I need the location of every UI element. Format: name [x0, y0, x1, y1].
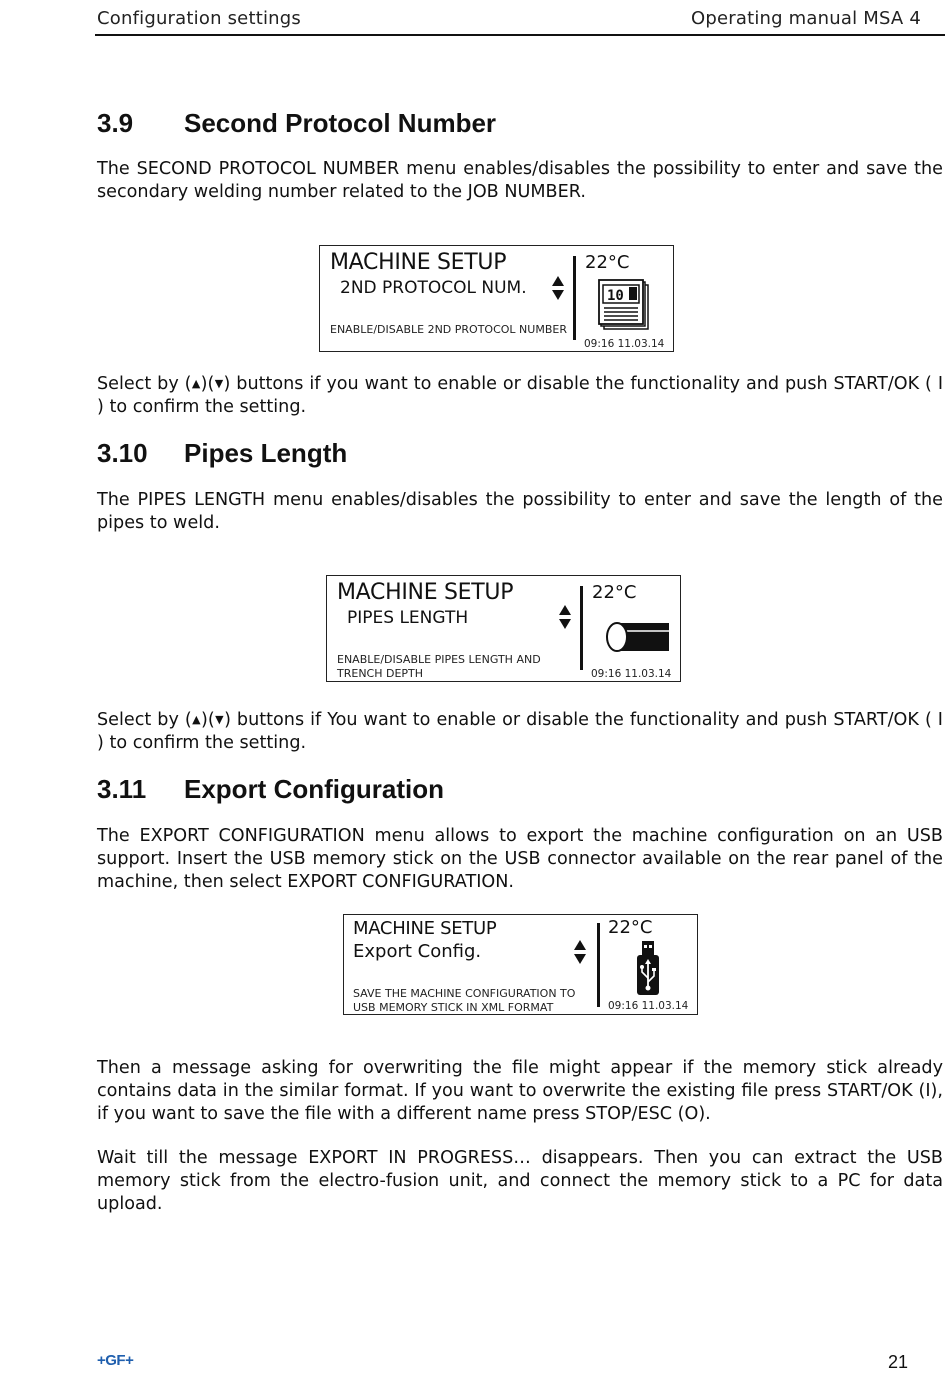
- screen-description: ENABLE/DISABLE PIPES LENGTH AND TRENCH DEPTH: [337, 653, 541, 680]
- up-arrow-icon: ▲: [191, 713, 202, 726]
- section-heading-3-11: [97, 774, 444, 805]
- screen-subtitle: 2ND PROTOCOL NUM.: [340, 278, 527, 298]
- up-down-arrows-icon: [573, 940, 587, 964]
- screen-title: MACHINE SETUP: [337, 580, 514, 605]
- protocol-document-icon: [598, 279, 652, 331]
- running-header-left: Configuration settings: [97, 8, 301, 29]
- up-arrow-icon: ▲: [191, 377, 201, 390]
- up-down-arrows-icon: [551, 276, 565, 300]
- screen-subtitle: Export Config.: [353, 941, 482, 962]
- protocol-icon-digits: 10: [607, 288, 624, 304]
- section-heading-3-10: [97, 438, 347, 469]
- screen-description: SAVE THE MACHINE CONFIGURATION TO USB MEMORY STICK IN XML FORMAT: [353, 987, 576, 1014]
- screen-subtitle: PIPES LENGTH: [347, 608, 469, 628]
- section-title: Export Configuration: [184, 774, 444, 804]
- gf-logo: +GF+: [97, 1352, 134, 1369]
- screen-timestamp: 09:16 11.03.14: [584, 338, 665, 350]
- temperature-readout: 22°C: [608, 917, 653, 938]
- screen-title: MACHINE SETUP: [353, 918, 497, 939]
- down-arrow-icon: ▼: [214, 377, 224, 390]
- section-number: 3.10: [97, 438, 148, 468]
- screen-description: ENABLE/DISABLE 2ND PROTOCOL NUMBER: [330, 323, 567, 336]
- export-progress-paragraph: Wait till the message EXPORT IN PROGRESS… disappears. Then you can extract the USB memory stick from the electro-fusion unit, and connect the memory stick to a PC for data upload.: [97, 1148, 943, 1214]
- screen-divider: [597, 923, 600, 1007]
- screen-divider: [580, 586, 583, 670]
- screen-timestamp: 09:16 11.03.14: [591, 668, 672, 680]
- up-down-arrows-icon: [558, 605, 572, 629]
- section-heading-3-9: [97, 108, 496, 139]
- section-intro-3-11: The EXPORT CONFIGURATION menu allows to export the machine configuration on an USB support. Insert the USB memory stick on the USB connector available on the rear panel of the machine, then select EXPORT CONFIGURATION.: [97, 826, 943, 892]
- section-title: Second Protocol Number: [184, 108, 497, 138]
- section-number: 3.9: [97, 108, 134, 138]
- usb-stick-icon: [634, 940, 662, 1000]
- section-intro-3-10: The PIPES LENGTH menu enables/disables the possibility to enter and save the length of the pipes to weld.: [97, 490, 943, 533]
- pipe-icon: [605, 620, 671, 654]
- running-header-right: Operating manual MSA 4: [690, 8, 921, 29]
- header-rule: [95, 34, 945, 36]
- section-number: 3.11: [97, 774, 147, 804]
- section-instruction-3-9: Select by (▲)(▼) buttons if you want to enable or disable the functionality and push START/OK ( I ) to confirm the setting.: [97, 374, 944, 417]
- machine-setup-screen-protocol: [319, 245, 674, 352]
- machine-setup-screen-pipes: [326, 575, 681, 682]
- section-intro-3-9: The SECOND PROTOCOL NUMBER menu enables/disables the possibility to enter and save the secondary welding number related to the JOB NUMBER.: [97, 159, 943, 202]
- down-arrow-icon: ▼: [214, 713, 225, 726]
- screen-timestamp: 09:16 11.03.14: [608, 1000, 689, 1012]
- temperature-readout: 22°C: [592, 582, 637, 603]
- page-number: 21: [887, 1352, 908, 1372]
- export-overwrite-paragraph: Then a message asking for overwriting the file might appear if the memory stick already contains data in the similar format. If you want to overwrite the existing file press START/OK (I), if you want to save the file with a different name press STOP/ESC (O).: [97, 1058, 943, 1124]
- section-title: Pipes Length: [184, 438, 348, 468]
- machine-setup-screen-export: [343, 914, 698, 1015]
- screen-title: MACHINE SETUP: [330, 250, 507, 275]
- temperature-readout: 22°C: [585, 252, 630, 273]
- section-instruction-3-10: Select by (▲)(▼) buttons if You want to enable or disable the functionality and push START/OK ( I ) to confirm the setting.: [97, 710, 943, 753]
- screen-divider: [573, 256, 576, 340]
